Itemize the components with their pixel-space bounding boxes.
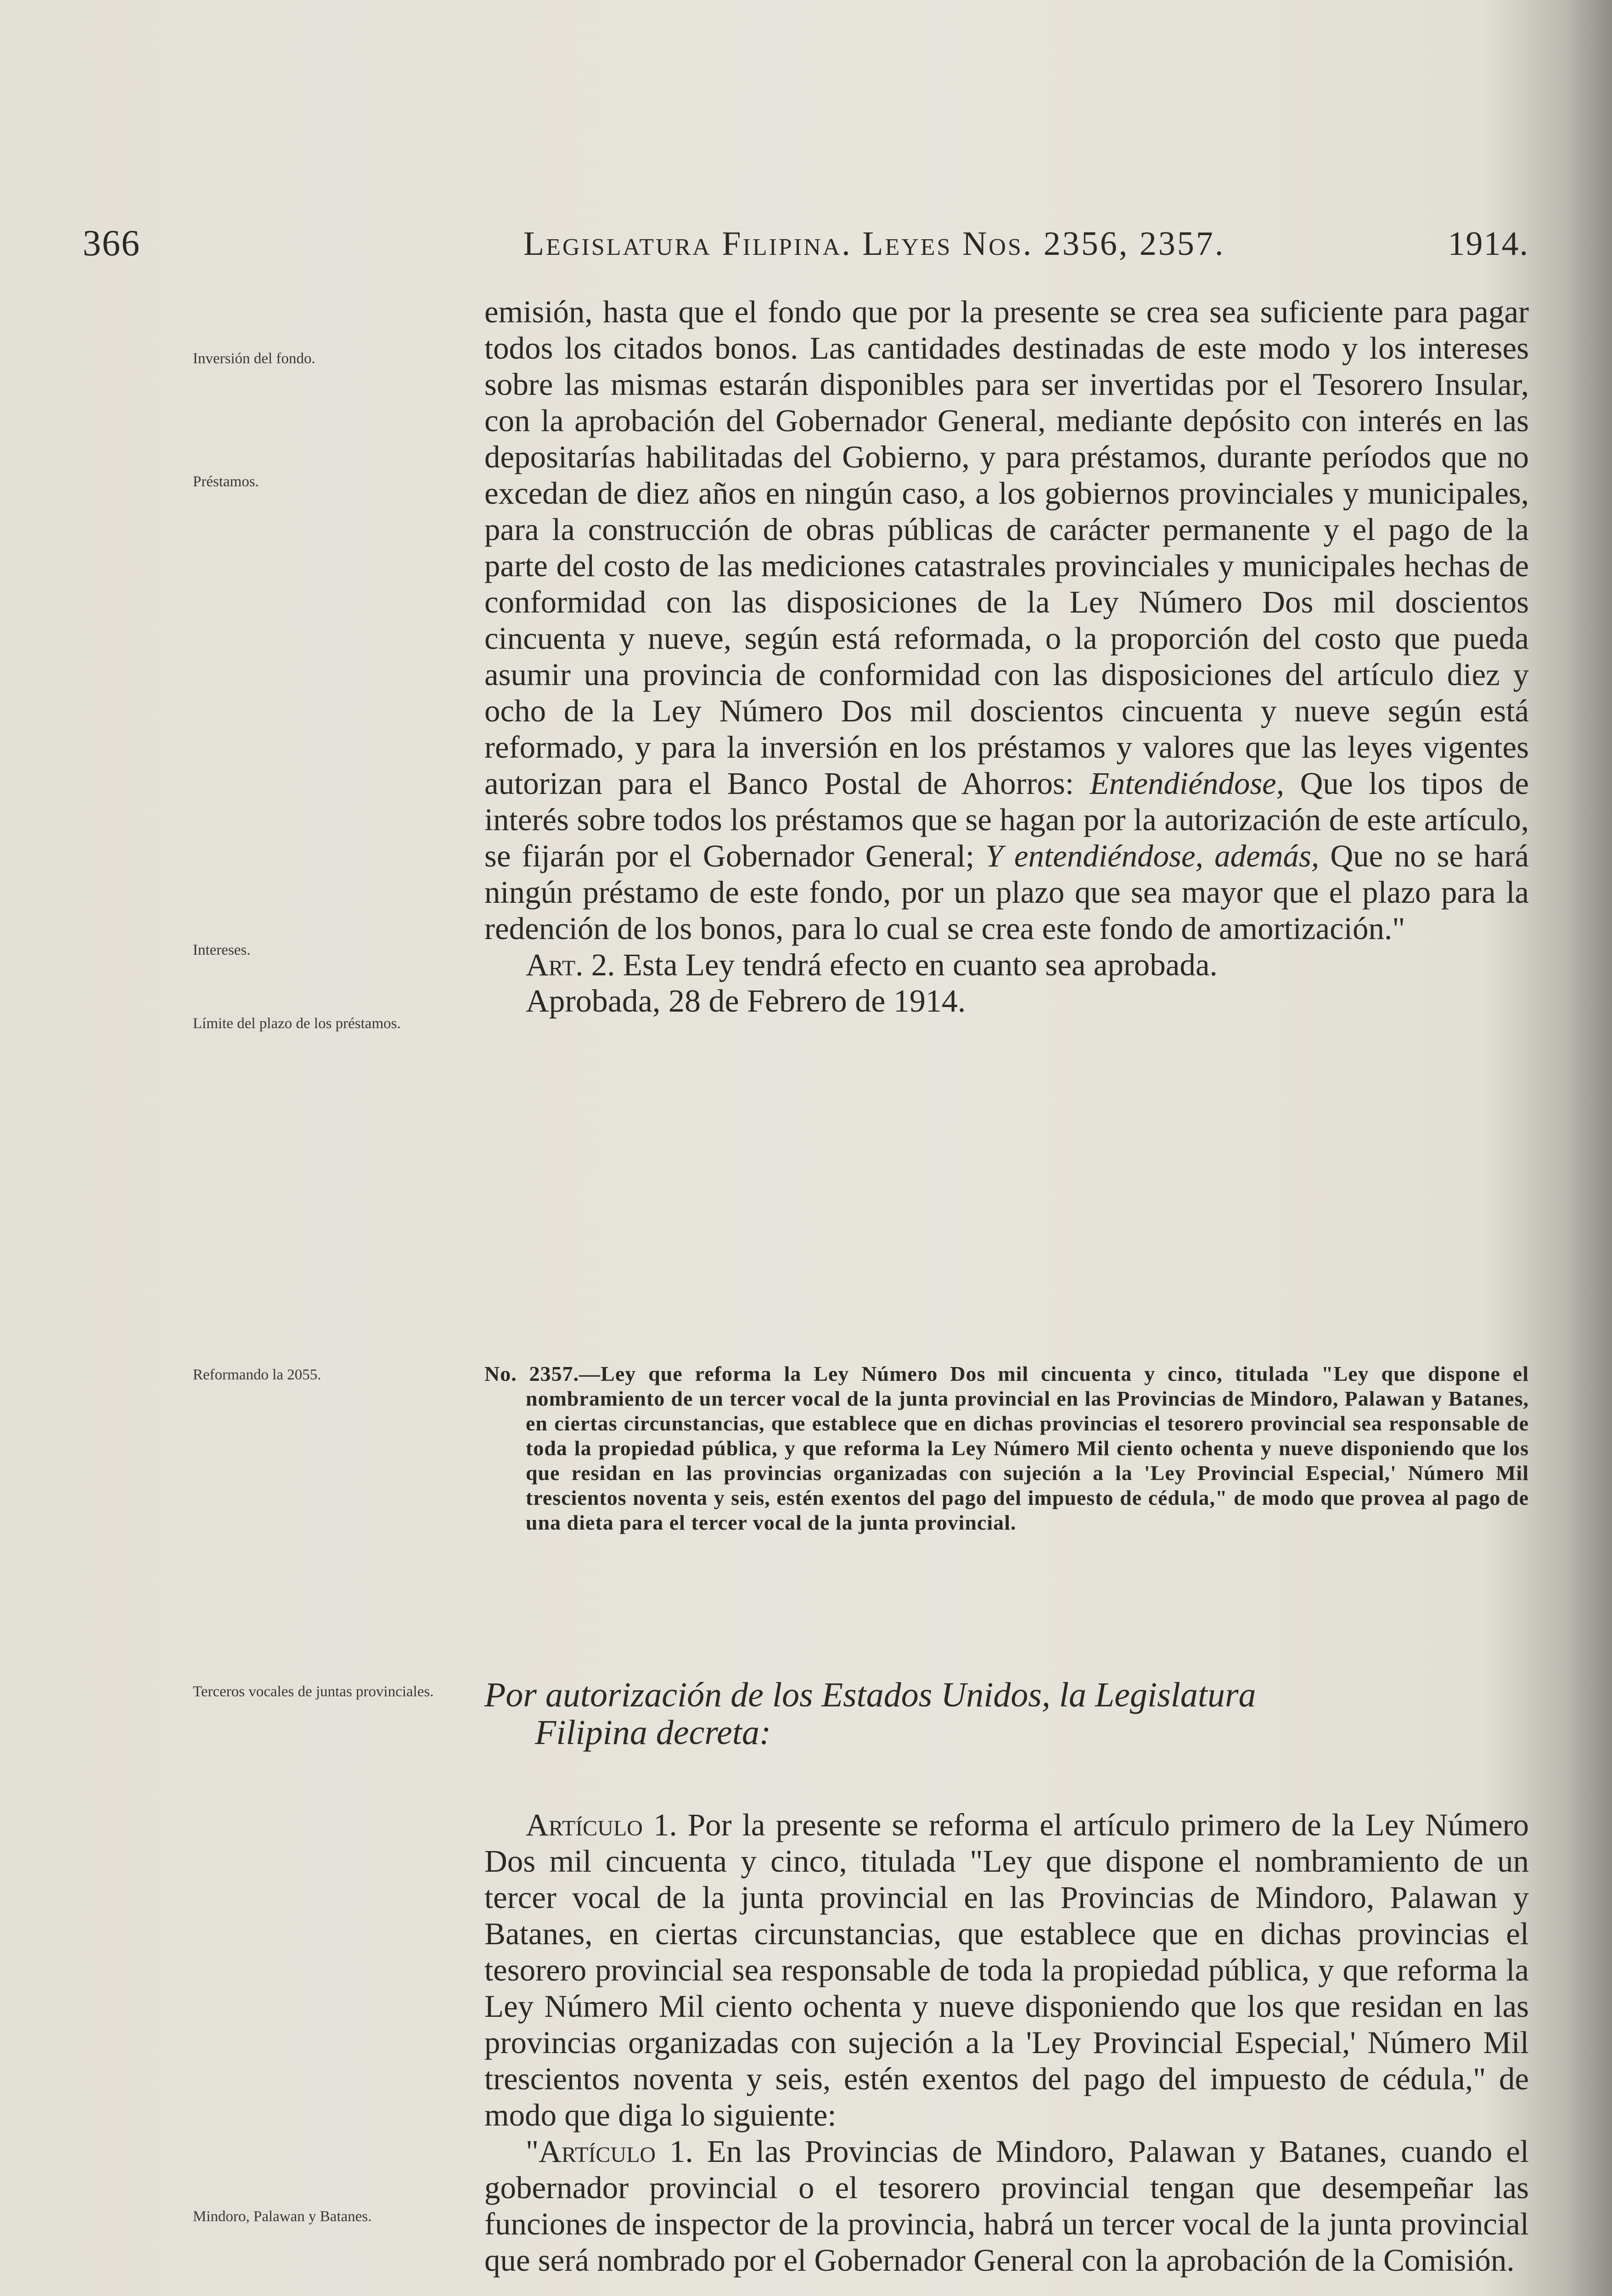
law-2357-summary <box>484 1362 1529 1535</box>
quoted-article-1: "Artículo 1. En las Provincias de Mindoro, Palawan y Batanes, cuando el gobernador provincial o el tesorero provincial tengan que desempeñar las funciones de inspector de la provincia, habrá un tercer vocal de la junta provincial que será nombrado por el Gobernador General con la aprobación de la Comisión. <box>484 2134 1529 2278</box>
paragraph-fondo-amortizacion: emisión, hasta que el fondo que por la presente se crea sea suficiente para pagar todos los citados bonos. Las cantidades destinadas de este modo y los intereses sobre las mismas estarán disponibles para ser invertidas por el Tesorero Insular, con la aprobación del Gobernador General, mediante depósito con interés en las depositarías habilitadas del Gobierno, y para préstamos, durante períodos que no excedan de diez años en ningún caso, a los gobiernos provinciales y municipales, para la construcción de obras públicas de carácter permanente y el pago de la parte del costo de las mediciones catastrales provinciales y municipales hechas de conformidad con las disposiciones de la Ley Número Dos mil doscientos cincuenta y nueve, según está reformada, o la proporción del costo que pueda asumir una provincia de conformidad con las disposiciones del artículo diez y ocho de la Ley Número Dos mil doscientos cincuenta y nueve según está reformado, y para la inversión en los préstamos y valores que las leyes vigentes autorizan para el Banco Postal de Ahorros: Entendiéndose, Que los tipos de interés sobre todos los préstamos que se hagan por la autorización de este artículo, se fijarán por el Gobernador General; Y entendiéndose, además, Que no se hará ningún préstamo de este fondo, por un plazo que sea mayor que el plazo para la redención de los bonos, para lo cual se crea este fondo de amortización." <box>484 294 1529 946</box>
margin-note-mindoro: Mindoro, Palawan y Batanes. <box>193 2208 372 2225</box>
article-1: Artículo 1. Por la presente se reforma el artículo primero de la Ley Número Dos mil cincuenta y cinco, titulada "Ley que dispone el nombramiento de un tercer vocal de la junta provincial en las Provincias de Mindoro, Palawan y Batanes, en ciertas circunstancias, que establece que en dichas provincias el tesorero provincial sea responsable de toda la propiedad pública, y que reforma la Ley Número Mil ciento ochenta y nueve disponiendo que los que residan en las provincias organizadas con sujeción a la 'Ley Provincial Especial,' Número Mil trescientos noventa y seis, estén exentos del pago del impuesto de cédula," de modo que diga lo siguiente: <box>484 1807 1529 2133</box>
enacting-clause: Por autorización de los Estados Unidos, la Legislatura Filipina decreta: <box>484 1676 1256 1752</box>
law-number: No. 2357. <box>484 1362 579 1385</box>
law-2357-body <box>484 1807 1529 2279</box>
article-2: Art. 2. Esta Ley tendrá efecto en cuanto sea aprobada. <box>526 947 1218 982</box>
running-head: Legislatura Filipina. Leyes Nos. 2356, 2357. <box>523 225 1225 263</box>
margin-note-inversion: Inversión del fondo. <box>193 350 315 367</box>
margin-note-reformando: Reformando la 2055. <box>193 1367 321 1383</box>
page-number: 366 <box>83 223 140 264</box>
law-title: —Ley que reforma la Ley Número Dos mil cincuenta y cinco, titulada "Ley que dispone el nombramiento de un tercer vocal de la junta provincial en las Provincias de Mindoro, Palawan y Batanes, en ciertas circunstancias, que establece que en dichas provincias el tesorero provincial sea responsable de toda la propiedad pública, y que reforma la Ley Número Mil ciento ochenta y nueve disponiendo que los que residan en las provincias organizadas con sujeción a la 'Ley Provincial Especial,' Número Mil trescientos noventa y seis, estén exentos del pago del impuesto de cédula," de modo que provea al pago de una dieta para el tercer vocal de la junta provincial. <box>526 1362 1529 1534</box>
header-year: 1914. <box>1448 225 1529 263</box>
approval-date: Aprobada, 28 de Febrero de 1914. <box>526 984 966 1019</box>
margin-note-intereses: Intereses. <box>193 942 251 958</box>
page-header <box>83 223 1529 264</box>
proviso-2: Y entendiéndose, además, <box>985 838 1320 873</box>
margin-note-limite: Límite del plazo de los préstamos. <box>193 1015 401 1032</box>
law-2356-continuation <box>484 294 1529 1019</box>
proviso-1: Entendiéndose, <box>1090 766 1285 801</box>
margin-note-prestamos: Préstamos. <box>193 473 259 490</box>
margin-note-terceros: Terceros vocales de juntas provinciales. <box>193 1683 434 1700</box>
